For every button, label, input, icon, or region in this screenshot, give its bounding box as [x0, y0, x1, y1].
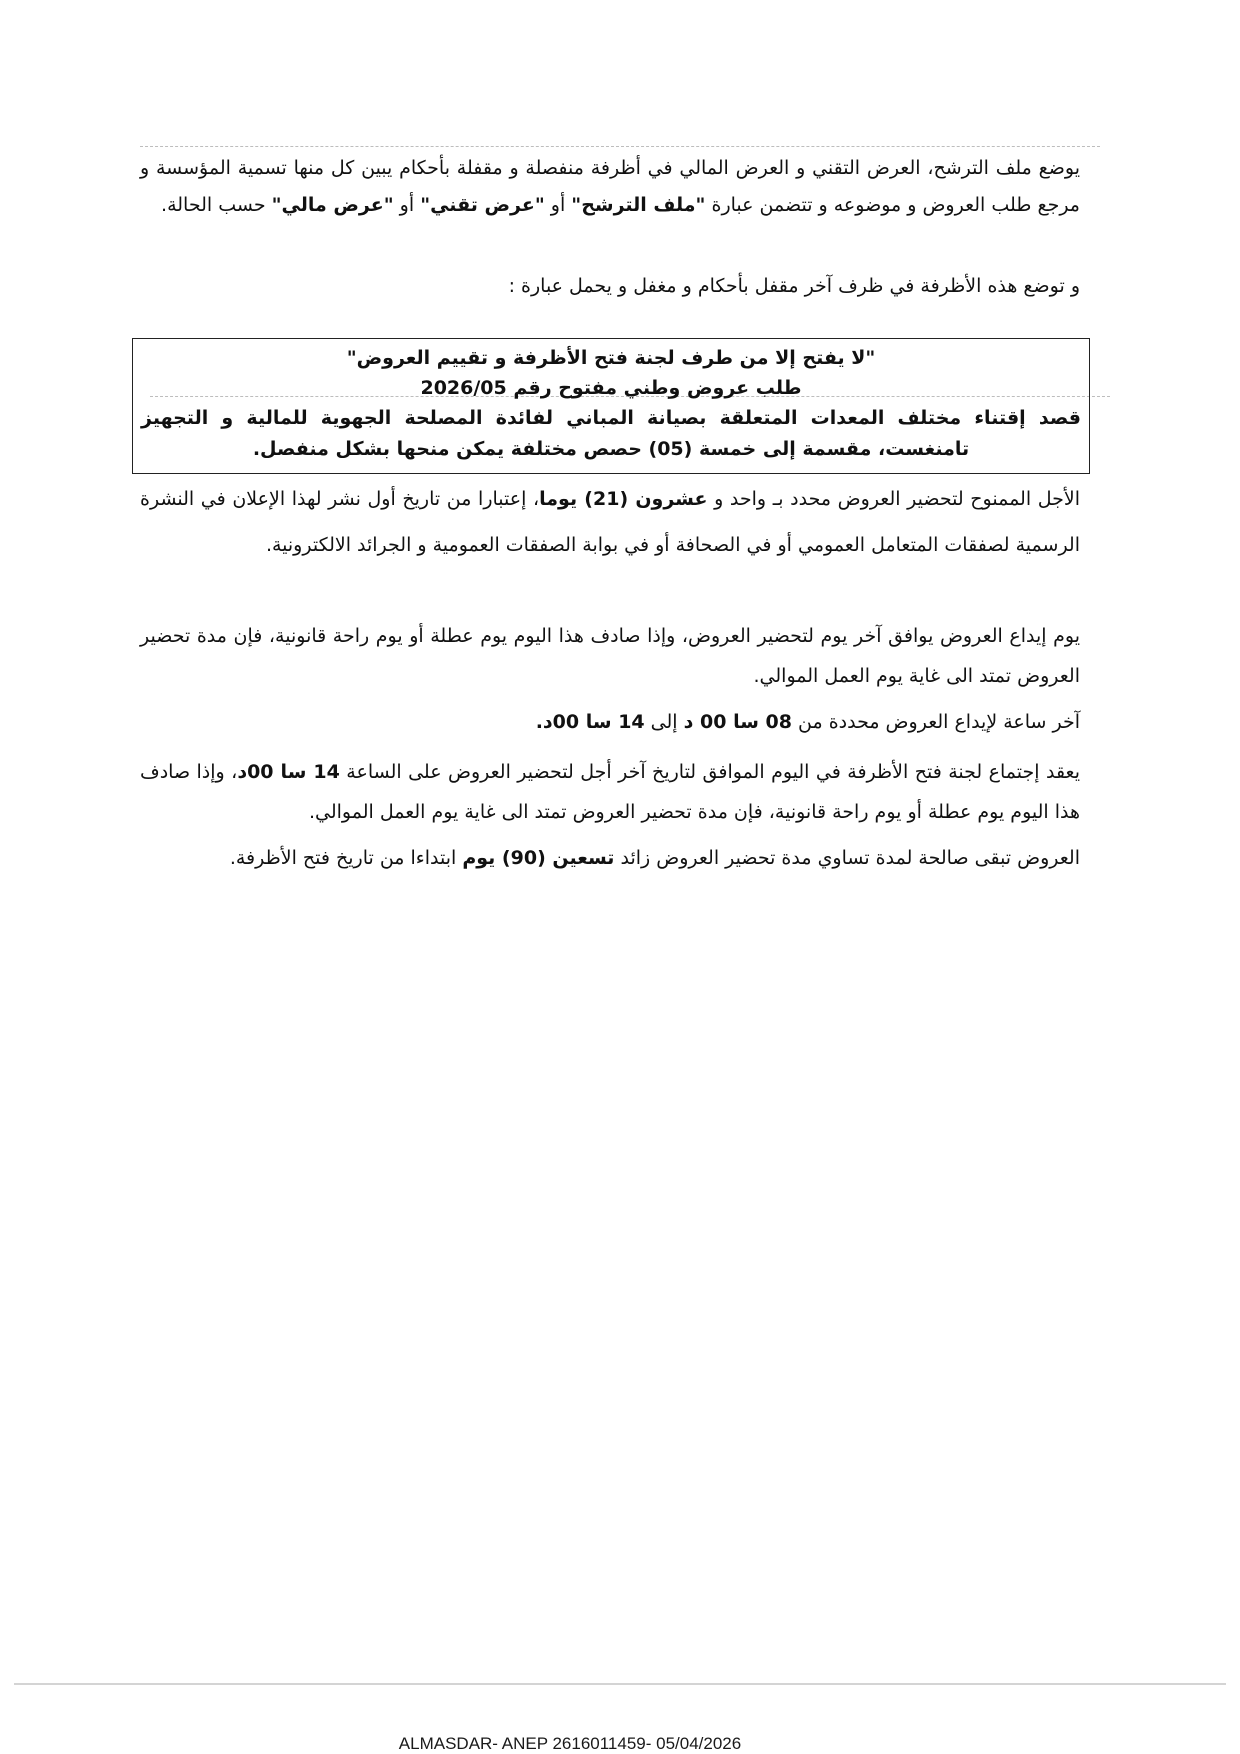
- footer-divider: [14, 1683, 1226, 1685]
- paragraph-deposit-hours: آخر ساعة لإيداع العروض محددة من 08 سا 00 د إلى 14 سا 00د.: [535, 711, 1080, 733]
- envelope-label-box: [132, 338, 1090, 474]
- box-line-subject: قصد إقتناء مختلف المعدات المتعلقة بصيانة المباني لفائدة المصلحة الجهوية للمالية و التجهيز تامنغست، مقسمة إلى خمسة (05) حصص مختلفة يمكن منحها بشكل منفصل.: [141, 407, 1081, 460]
- paragraph-deposit-day: يوم إيداع العروض يوافق آخر يوم لتحضير العروض، وإذا صادف هذا اليوم يوم عطلة أو يوم راحة قانونية، فإن مدة تحضير العروض تمتد الى غاية يوم العمل الموالي.: [140, 625, 1080, 687]
- paragraph-deadline: الأجل الممنوح لتحضير العروض محدد بـ واحد و عشرون (21) يوما، إعتبارا من تاريخ أول نشر لهذا الإعلان في النشرة الرسمية لصفقات المتعامل العمومي أو في الصحافة أو في بوابة الصفقات العمومية و الجرائد الالكترونية.: [140, 488, 1080, 556]
- paragraph-outer-envelope: و توضع هذه الأظرفة في ظرف آخر مقفل بأحكام و مغفل و يحمل عبارة :: [508, 275, 1080, 297]
- paragraph-opening-meeting: يعقد إجتماع لجنة فتح الأظرفة في اليوم الموافق لتاريخ آخر أجل لتحضير العروض على الساعة 14 سا 00د، وإذا صادف هذا اليوم يوم عطلة أو يوم راحة قانونية، فإن مدة تحضير العروض تمتد الى غاية يوم العمل الموالي.: [140, 761, 1081, 823]
- scan-artifact-top: [140, 146, 1100, 147]
- paragraph-validity: العروض تبقى صالحة لمدة تساوي مدة تحضير العروض زائد تسعين (90) يوم ابتداءا من تاريخ فتح الأظرفة.: [229, 847, 1080, 869]
- box-line-tender-number: طلب عروض وطني مفتوح رقم 2026/05: [420, 377, 802, 399]
- box-line-restriction: "لا يفتح إلا من طرف لجنة فتح الأظرفة و تقييم العروض": [346, 347, 876, 369]
- footer-reference: ALMASDAR- ANEP 2616011459- 05/04/2026: [398, 1734, 742, 1753]
- paragraph-envelopes: يوضع ملف الترشح، العرض التقني و العرض المالي في أظرفة منفصلة و مقفلة بأحكام يبين كل منها تسمية المؤسسة و مرجع طلب العروض و موضوعه و تتضمن عبارة "ملف الترشح" أو "عرض تقني" أو "عرض مالي" حسب الحالة.: [140, 157, 1080, 216]
